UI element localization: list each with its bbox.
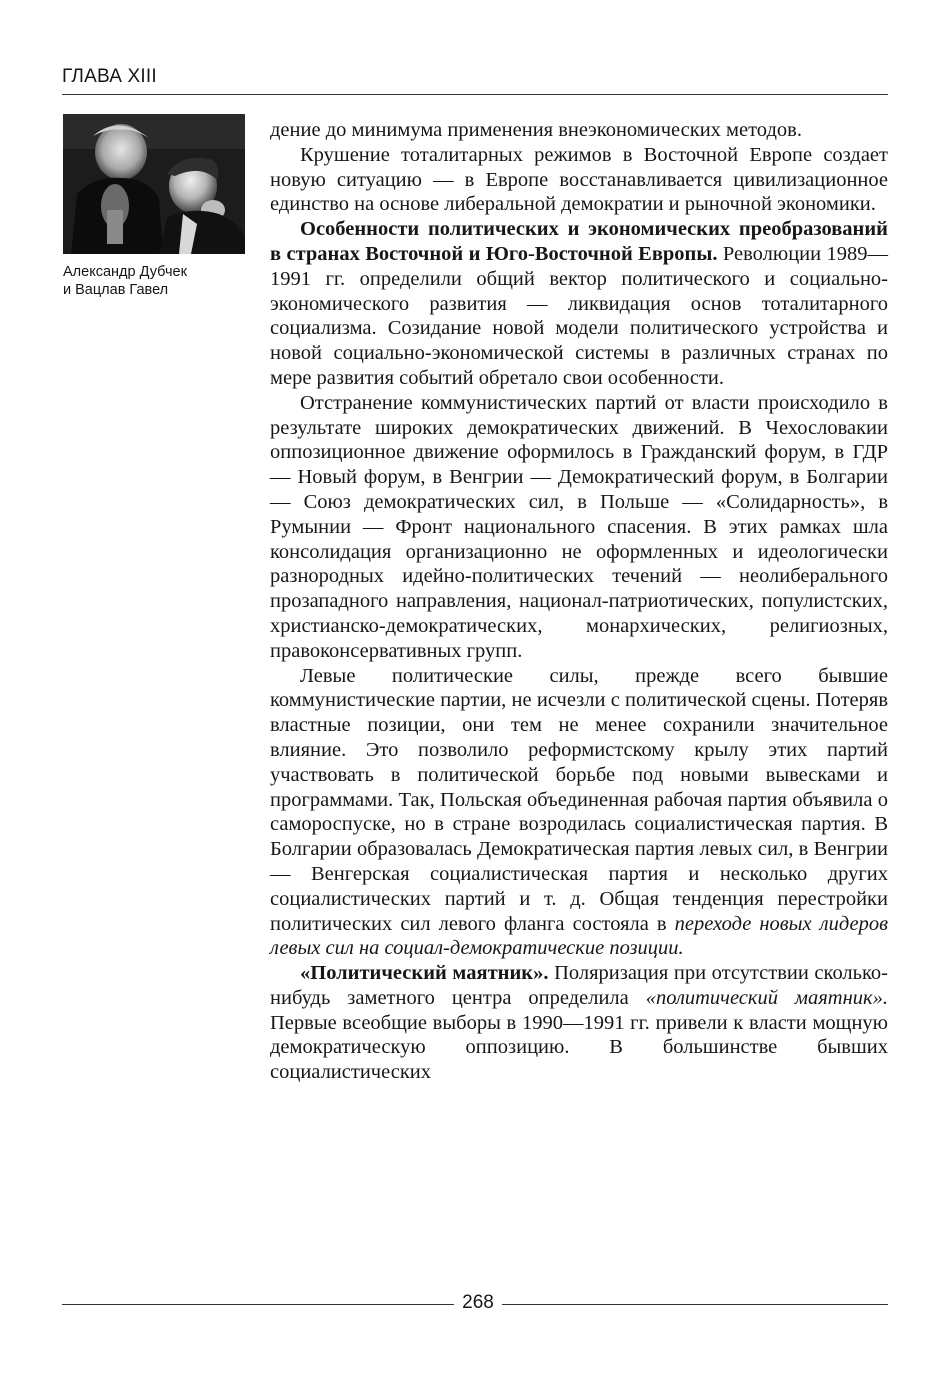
main-text <box>270 118 888 1085</box>
section-heading-transformations: Особенности политических и экономических преобразований в странах Восточной и Юго-Восточной Европы. <box>270 218 888 265</box>
paragraph-2: Крушение тоталитарных режимов в Восточной Европе создает новую ситуацию — в Европе восстанавливается цивилизационное единство на основе либеральной демократии и рыночной экономики. <box>270 143 888 216</box>
header-rule <box>62 94 888 95</box>
caption-line-2: и Вацлав Гавел <box>63 282 169 298</box>
paragraph-5 <box>270 664 888 962</box>
page-number: 268 <box>462 1292 494 1313</box>
chapter-heading: ГЛАВА XIII <box>62 66 157 87</box>
paragraph-6 <box>270 961 888 1085</box>
footer-rule-left <box>62 1304 454 1305</box>
photo-dubcek-havel <box>63 114 245 254</box>
paragraph-6-text-b: Первые всеобщие выборы в 1990—1991 гг. привели к власти мощную демократическую оппозицию. В большинстве бывших социалистических <box>270 1011 888 1084</box>
caption-line-1: Александр Дубчек <box>63 264 187 280</box>
paragraph-6-text-a: Поляризация при отсутствии сколько-нибудь заметного центра определила <box>270 962 889 1009</box>
paragraph-3 <box>270 217 888 391</box>
paragraph-6-emphasis: «политический маятник». <box>645 986 888 1009</box>
paragraph-5-emphasis: переходе новых лидеров левых сил на социал-демократические позиции. <box>270 912 888 960</box>
section-heading-pendulum: «Политический маятник». <box>300 962 549 985</box>
paragraph-5-text: Левые политические силы, прежде всего бывшие коммунистические партии, не исчезли с политической сцены. Потеряв властные позиции, они тем не менее сохранили значительное влияние. Это позволило реформистскому крылу этих партий участвовать в политической борьбе под новыми вывесками и программами. Так, Польская объединенная рабочая партия объявила о самороспуске, но в стране возродилась социалистическая партия. В Болгарии образовалась Демократическая партия левых сил, в Венгрии — Венгерская социалистическая партия и несколько других социалистических партий и т. д. Общая тенденция перестройки политических сил левого фланга состояла в <box>270 664 888 935</box>
photo-caption <box>63 263 253 299</box>
paragraph-1: дение до минимума применения внеэкономических методов. <box>270 119 802 141</box>
footer-rule-right <box>502 1304 888 1305</box>
paragraph-4: Отстранение коммунистических партий от власти происходило в результате широких демократических движений. В Чехословакии оппозиционное движение оформилось в Гражданский форум, в ГДР — Новый форум, в Венгрии — Демократический форум, в Болгарии — Союз демократических сил, в Польше — «Солидарность», в Румынии — Фронт национального спасения. В этих рамках шла консолидация организационно не оформленных и идеологически разнородных идейно-политических течений — неолиберального прозападного направления, национал-патриотических, популистских, христианско-демократических, монархических, религиозных, правоконсервативных групп. <box>270 391 888 662</box>
paragraph-3-text: Революции 1989—1991 гг. определили общий вектор политического и социально-экономического развития — ликвидация основ тоталитарного социализма. Созидание новой модели политического устройства и новой социально-экономической системы в различных странах по мере развития событий обретало свои особенности. <box>270 242 888 389</box>
